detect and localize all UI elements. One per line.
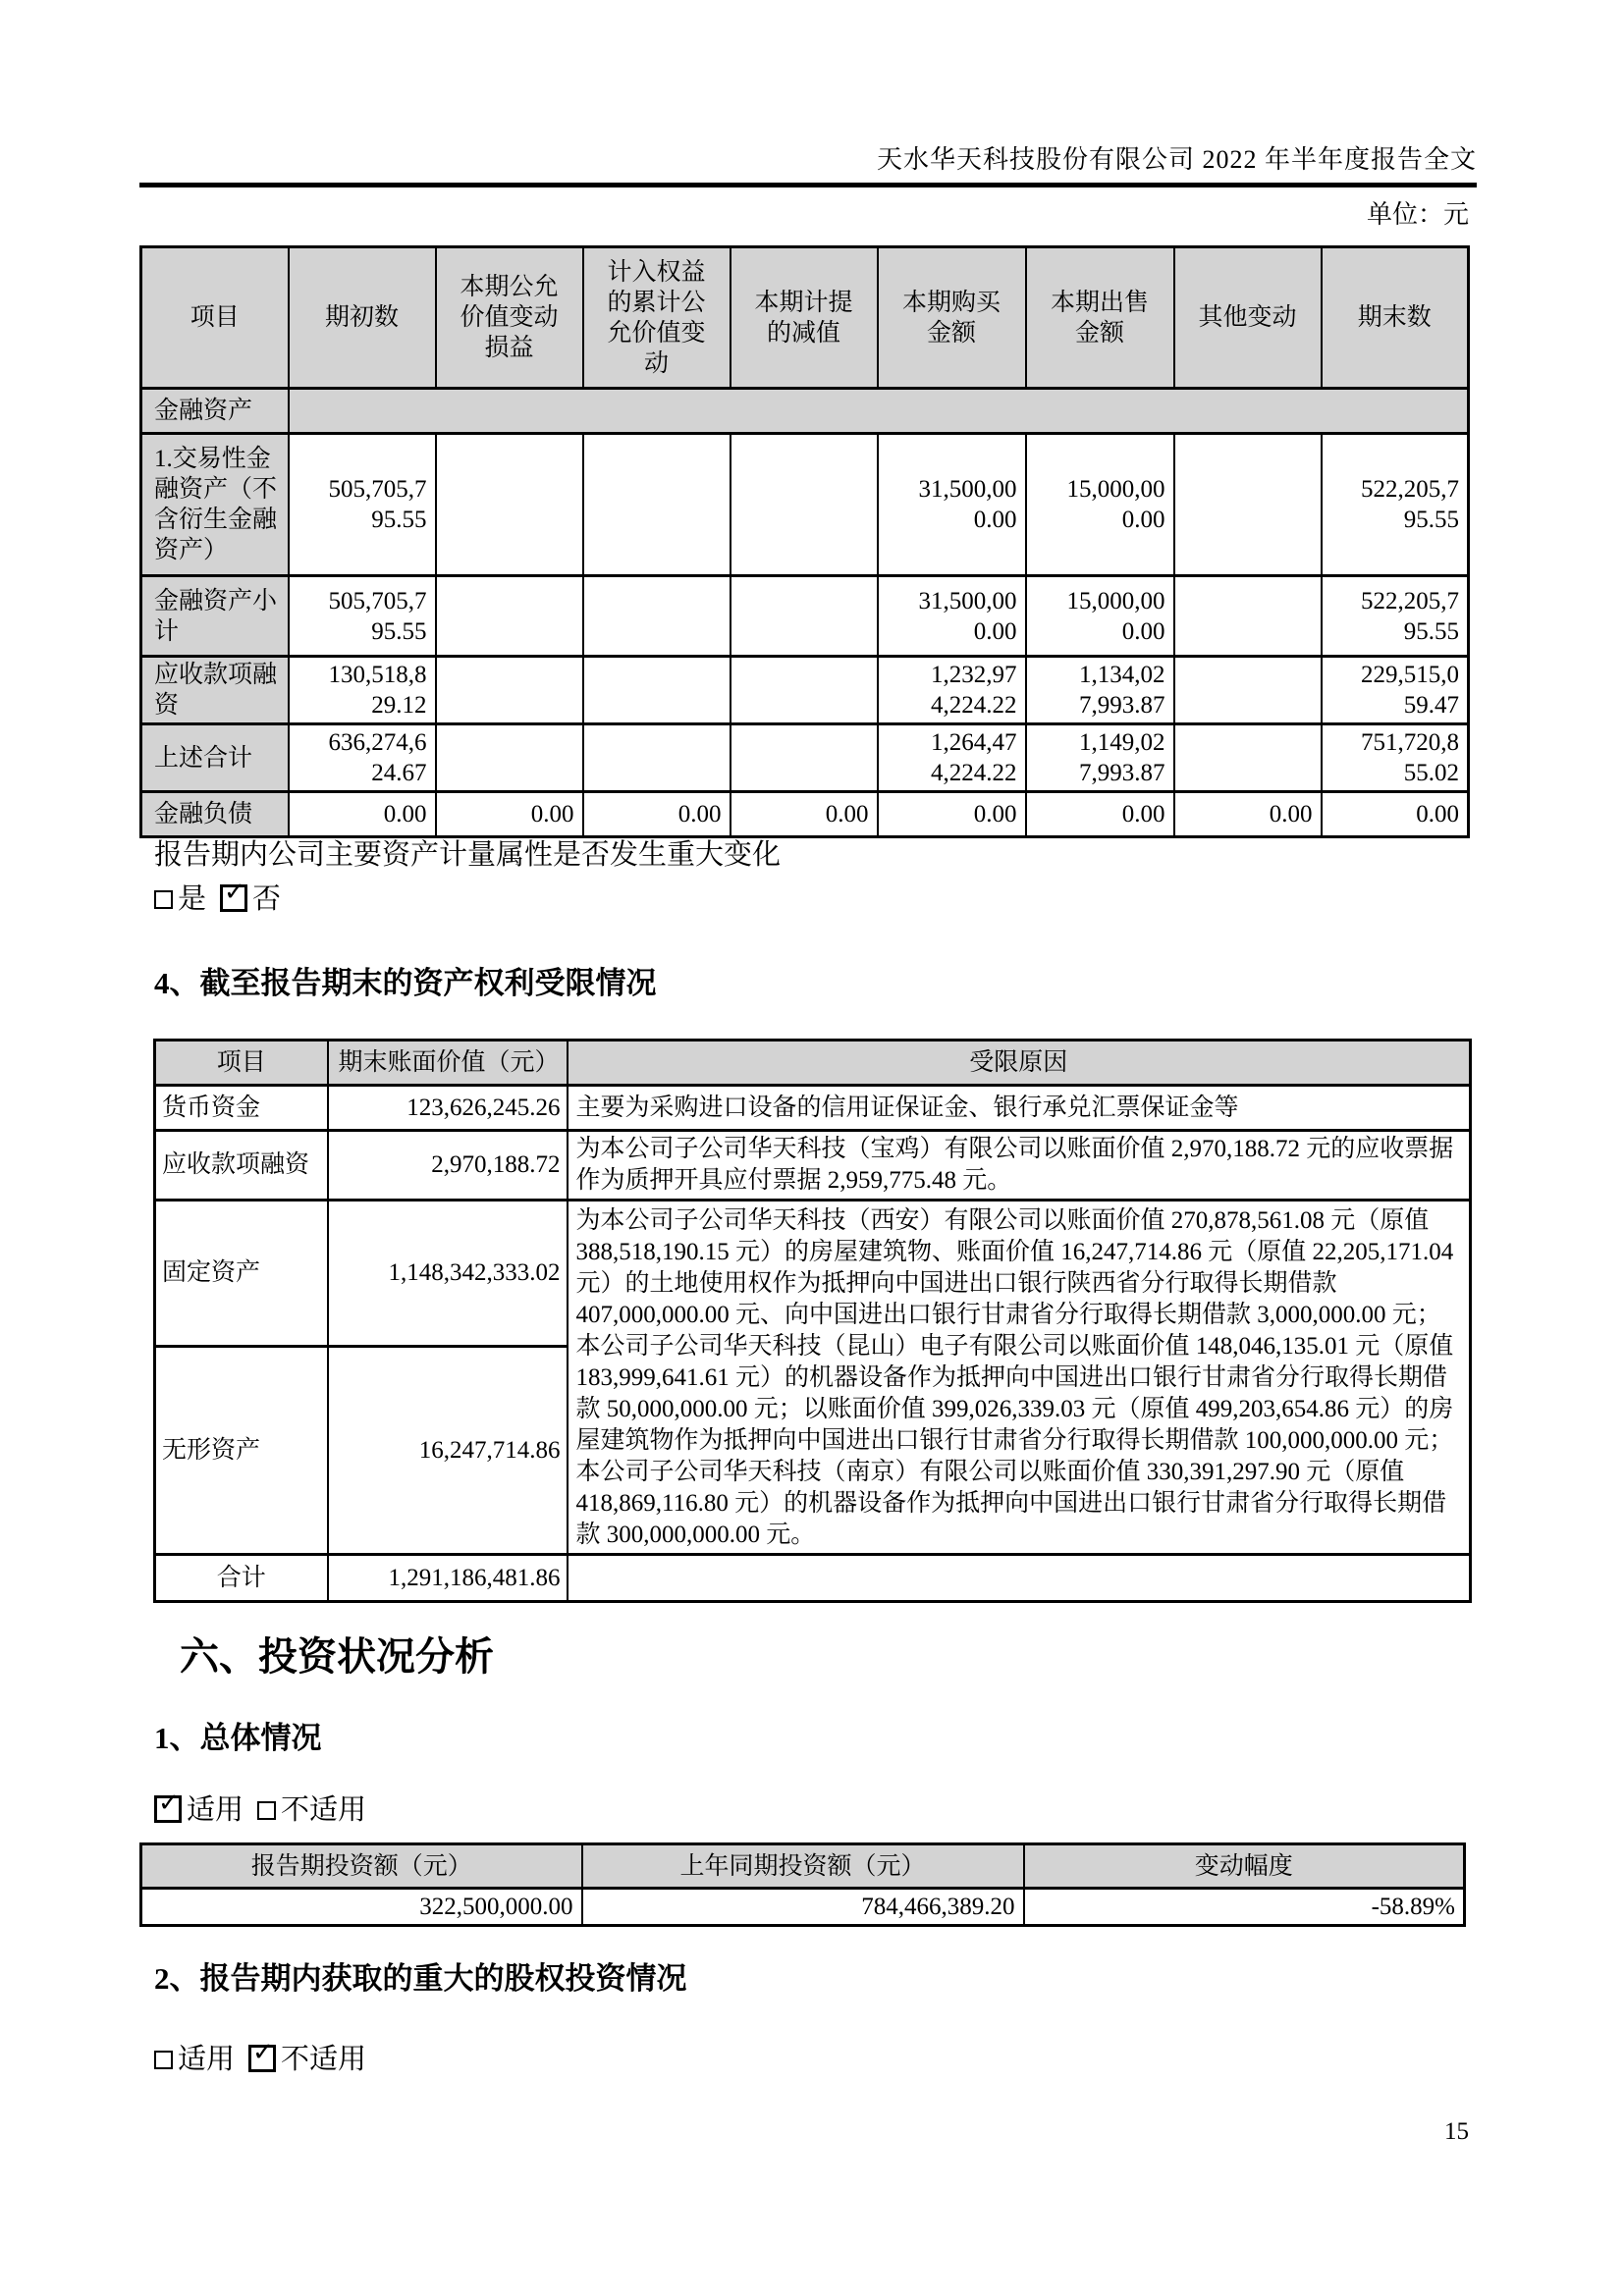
cell-value	[436, 724, 583, 792]
measurement-change-choice	[154, 880, 281, 919]
cell-value: 31,500,000.00	[878, 434, 1026, 576]
cell-value: 16,247,714.86	[328, 1347, 568, 1555]
financial-assets-table	[139, 245, 1470, 838]
section-6-title: 六、投资状况分析	[180, 1634, 494, 1679]
table-header-row	[141, 247, 1469, 389]
column-header: 期末账面价值（元）	[328, 1041, 568, 1086]
cell-value	[1174, 434, 1322, 576]
row-label: 货币资金	[155, 1086, 328, 1131]
checkbox-checked-icon	[220, 878, 247, 912]
cell-value: 0.00	[878, 792, 1026, 837]
table-row	[141, 724, 1469, 792]
cell-value	[1174, 724, 1322, 792]
cell-value	[731, 576, 878, 657]
equity-investment-applicable-choice	[154, 2040, 366, 2079]
restriction-reason: 为本公司子公司华天科技（宝鸡）有限公司以账面价值 2,970,188.72 元的应收票据作为质押开具应付票据 2,959,775.48 元。	[568, 1131, 1471, 1201]
check-icon: ✓	[252, 2038, 274, 2067]
cell-value: 15,000,000.00	[1026, 434, 1174, 576]
check-icon: ✓	[158, 1789, 180, 1818]
cell-value	[583, 576, 731, 657]
cell-value: 123,626,245.26	[328, 1086, 568, 1131]
applicable-label: 适用	[178, 2044, 236, 2075]
table-row	[141, 576, 1469, 657]
cell-value	[583, 657, 731, 724]
checkbox-unchecked-icon	[257, 1801, 276, 1820]
column-header: 本期公允价值变动损益	[436, 247, 583, 389]
column-header: 本期计提的减值	[731, 247, 878, 389]
row-label: 应收款项融资	[155, 1131, 328, 1201]
choice-no-label: 否	[252, 883, 282, 915]
row-label: 金融资产	[141, 389, 289, 434]
column-header: 期初数	[289, 247, 436, 389]
checkbox-checked-icon	[248, 2038, 276, 2072]
row-label: 金融资产小计	[141, 576, 289, 657]
cell-value: 0.00	[289, 792, 436, 837]
column-header: 报告期投资额（元）	[141, 1844, 582, 1889]
cell-value	[731, 724, 878, 792]
cell-value: 0.00	[436, 792, 583, 837]
row-label: 金融负债	[141, 792, 289, 837]
cell-value	[436, 657, 583, 724]
cell-value: 0.00	[1026, 792, 1174, 837]
row-label: 1.交易性金融资产（不含衍生金融资产）	[141, 434, 289, 576]
cell-value: 1,148,342,333.02	[328, 1201, 568, 1347]
table-row	[155, 1201, 1471, 1347]
group-row	[141, 389, 1469, 434]
table-row	[141, 792, 1469, 837]
row-label: 无形资产	[155, 1347, 328, 1555]
cell-value	[1174, 657, 1322, 724]
column-header: 项目	[141, 247, 289, 389]
cell-value: 1,232,974,224.22	[878, 657, 1026, 724]
subsection-2-title: 2、报告期内获取的重大的股权投资情况	[154, 1961, 687, 1996]
cell-value: 2,970,188.72	[328, 1131, 568, 1201]
column-header: 其他变动	[1174, 247, 1322, 389]
cell-value: 1,134,027,993.87	[1026, 657, 1174, 724]
investment-overview-table	[139, 1842, 1466, 1927]
cell-value: 0.00	[731, 792, 878, 837]
cell-value	[583, 434, 731, 576]
cell-value	[731, 434, 878, 576]
restricted-assets-table	[153, 1039, 1472, 1603]
cell-value: 505,705,795.55	[289, 576, 436, 657]
cell-value: 130,518,829.12	[289, 657, 436, 724]
cell-value: 1,149,027,993.87	[1026, 724, 1174, 792]
checkbox-unchecked-icon	[154, 2051, 173, 2069]
restriction-reason-merged: 为本公司子公司华天科技（西安）有限公司以账面价值 270,878,561.08 元（原值 388,518,190.15 元）的房屋建筑物、账面价值 16,247,714.86 元（原值 22,205,171.04 元）的土地使用权作为抵押向中国进出口银行陕西省分行取得长期借款 407,000,000.00 元、向中国进出口银行甘肃省分行取得长期借款 3,000,000.00 元；本公司子公司华天科技（昆山）电子有限公司以账面价值 148,046,135.01 元（原值 183,999,641.61 元）的机器设备作为抵押向中国进出口银行甘肃省分行取得长期借款 50,000,000.00 元；以账面价值 399,026,339.03 元（原值 499,203,654.86 元）的房屋建筑物作为抵押向中国进出口银行甘肃省分行取得长期借款 100,000,000.00 元；本公司子公司华天科技（南京）有限公司以账面价值 330,391,297.90 元（原值 418,869,116.80 元）的机器设备作为抵押向中国进出口银行甘肃省分行取得长期借款 300,000,000.00 元。	[568, 1201, 1471, 1555]
cell-value	[1174, 576, 1322, 657]
not-applicable-label: 不适用	[281, 1794, 367, 1826]
row-label: 应收款项融资	[141, 657, 289, 724]
page-number: 15	[1444, 2118, 1469, 2145]
table-row	[155, 1555, 1471, 1602]
restriction-reason	[568, 1555, 1471, 1602]
cell-value: 0.00	[1174, 792, 1322, 837]
column-header: 变动幅度	[1024, 1844, 1465, 1889]
subsection-1-title: 1、总体情况	[154, 1721, 322, 1755]
restriction-reason: 主要为采购进口设备的信用证保证金、银行承兑汇票保证金等	[568, 1086, 1471, 1131]
cell-value: 0.00	[583, 792, 731, 837]
row-label: 固定资产	[155, 1201, 328, 1347]
group-spacer-cell	[289, 389, 1469, 434]
table-row	[155, 1086, 1471, 1131]
choice-yes-label: 是	[178, 883, 207, 915]
column-header: 受限原因	[568, 1041, 1471, 1086]
cell-value	[583, 724, 731, 792]
table-header-row	[155, 1041, 1471, 1086]
table-row	[141, 434, 1469, 576]
column-header: 项目	[155, 1041, 328, 1086]
cell-value: 31,500,000.00	[878, 576, 1026, 657]
checkbox-checked-icon	[154, 1789, 182, 1823]
cell-value: 1,264,474,224.22	[878, 724, 1026, 792]
cell-value	[436, 434, 583, 576]
column-header: 计入权益的累计公允价值变动	[583, 247, 731, 389]
cell-value: 15,000,000.00	[1026, 576, 1174, 657]
cell-value	[731, 657, 878, 724]
measurement-change-note: 报告期内公司主要资产计量属性是否发生重大变化	[154, 839, 782, 871]
row-label: 上述合计	[141, 724, 289, 792]
table-header-row	[141, 1844, 1465, 1889]
table-row	[141, 657, 1469, 724]
column-header: 期末数	[1322, 247, 1469, 389]
table-row	[141, 1889, 1465, 1926]
cell-value: -58.89%	[1024, 1889, 1465, 1926]
cell-value: 229,515,059.47	[1322, 657, 1469, 724]
cell-value	[436, 576, 583, 657]
row-label: 合计	[155, 1555, 328, 1602]
cell-value: 505,705,795.55	[289, 434, 436, 576]
document-header-title: 天水华天科技股份有限公司 2022 年半年度报告全文	[876, 145, 1477, 174]
header-divider	[139, 183, 1477, 187]
cell-value: 522,205,795.55	[1322, 434, 1469, 576]
overall-applicable-choice	[154, 1790, 366, 1830]
cell-value: 636,274,624.67	[289, 724, 436, 792]
cell-value: 522,205,795.55	[1322, 576, 1469, 657]
section-4-title: 4、截至报告期末的资产权利受限情况	[154, 966, 657, 1000]
not-applicable-label: 不适用	[281, 2044, 367, 2075]
cell-value: 1,291,186,481.86	[328, 1555, 568, 1602]
check-icon: ✓	[224, 878, 245, 907]
column-header: 本期出售金额	[1026, 247, 1174, 389]
table-row	[155, 1131, 1471, 1201]
cell-value: 751,720,855.02	[1322, 724, 1469, 792]
column-header: 本期购买金额	[878, 247, 1026, 389]
cell-value: 0.00	[1322, 792, 1469, 837]
cell-value: 784,466,389.20	[582, 1889, 1024, 1926]
applicable-label: 适用	[187, 1794, 244, 1826]
checkbox-unchecked-icon	[154, 890, 173, 909]
column-header: 上年同期投资额（元）	[582, 1844, 1024, 1889]
cell-value: 322,500,000.00	[141, 1889, 582, 1926]
unit-label: 单位：元	[1366, 200, 1469, 229]
